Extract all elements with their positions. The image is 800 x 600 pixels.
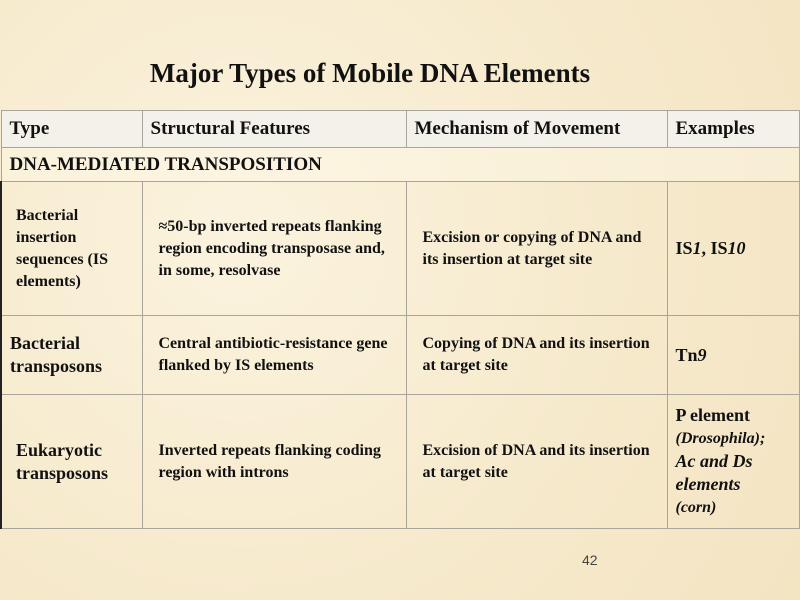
header-examples: Examples (667, 111, 800, 148)
example-text: IS (675, 238, 693, 258)
header-mechanism: Mechanism of Movement (406, 111, 667, 148)
example-text: 10 (727, 238, 746, 258)
table-row (1, 395, 800, 529)
examples-cell (667, 316, 800, 395)
mechanism-cell: Excision of DNA and its insertion at target site (406, 395, 667, 529)
table-row (1, 316, 800, 395)
example-text: (Drosophila); (675, 430, 766, 447)
section-label: DNA-MEDIATED TRANSPOSITION (1, 148, 800, 182)
mechanism-cell: Copying of DNA and its insertion at target site (406, 316, 667, 395)
header-features: Structural Features (142, 111, 406, 148)
section-row (1, 148, 800, 182)
features-cell: Central antibiotic-resistance gene flanked by IS elements (142, 316, 406, 395)
table-row (1, 182, 800, 316)
example-text: P element (675, 405, 750, 425)
examples-cell (667, 182, 800, 316)
features-cell: Inverted repeats flanking coding region with introns (142, 395, 406, 529)
type-cell: Bacterial transposons (1, 316, 142, 395)
mobile-dna-table (0, 110, 800, 529)
slide-title: Major Types of Mobile DNA Elements (149, 58, 591, 88)
type-cell: Bacterial insertion sequences (IS elements) (1, 182, 142, 316)
type-cell: Eukaryotic transposons (1, 395, 142, 529)
example-text: 1 (692, 238, 702, 258)
example-text: Ac and Ds elements (675, 451, 753, 494)
page-number: 42 (582, 552, 598, 568)
examples-cell (667, 395, 800, 529)
features-cell: ≈50-bp inverted repeats flanking region encoding transposase and, in some, resolvase (142, 182, 406, 316)
example-text: 9 (697, 344, 707, 365)
example-text: , IS (701, 238, 728, 258)
table-header-row (1, 111, 800, 148)
header-type: Type (1, 111, 142, 148)
mechanism-cell: Excision or copying of DNA and its insertion at target site (406, 182, 667, 316)
example-text: Tn (675, 344, 698, 365)
example-text: (corn) (675, 499, 717, 516)
